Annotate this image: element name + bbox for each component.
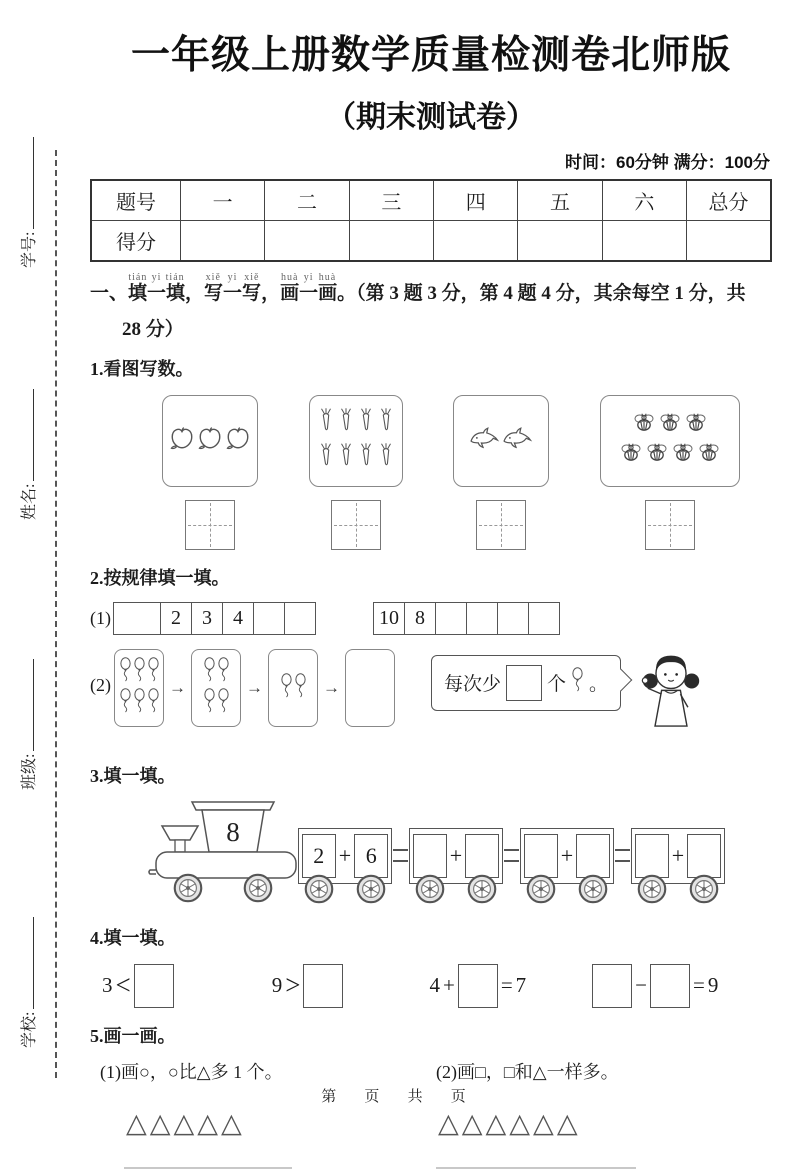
carrot-icon (357, 407, 375, 439)
equation-answer-box[interactable] (458, 964, 498, 1008)
q4-label: 4.填一填。 (90, 927, 176, 948)
train-wheel-icon (689, 874, 719, 909)
sequence-cell-blank[interactable] (113, 602, 161, 635)
icon-row (269, 673, 317, 703)
score-table (90, 179, 772, 262)
peach-icon (169, 425, 195, 456)
q2-label: 2.按规律填一填。 (90, 567, 230, 588)
q5-part2-label: (2)画□，□和△一样多。 (436, 1061, 619, 1082)
equation-token: 9 (707, 973, 719, 998)
train-wheel-icon (467, 874, 497, 909)
carrot-picture-box (309, 395, 403, 487)
icon-row (315, 442, 397, 474)
q1-item-carrot (309, 395, 403, 550)
q1-picture-row (162, 395, 740, 550)
score-cell[interactable] (687, 221, 771, 262)
plus-sign: + (560, 842, 574, 868)
section1-heading (90, 272, 772, 307)
train-coupler (393, 849, 408, 862)
bee-icon (619, 442, 643, 469)
carrot-icon (337, 442, 355, 474)
q2-part1 (90, 602, 772, 635)
bee-icon (697, 442, 721, 469)
q5-part2 (436, 1058, 772, 1169)
bee-picture-box (600, 395, 740, 487)
q2-part1-label: (1) (90, 607, 111, 628)
balloon-icon (119, 657, 132, 687)
page-footer: 第 页 共 页 (321, 1088, 472, 1105)
plus-sign: + (671, 842, 685, 868)
icon-row (606, 442, 734, 469)
sequence-cell-blank[interactable] (284, 602, 316, 635)
score-col-header: 四 (434, 180, 518, 221)
time-score-info: 时间：60分钟 满分：100分 (565, 153, 770, 172)
q1-label: 1.看图写数。 (90, 358, 194, 379)
balloon-icon (203, 657, 216, 687)
student-number-blank-line[interactable] (17, 137, 34, 229)
train-number-box: 2 (302, 834, 336, 878)
speech-bubble (431, 655, 621, 711)
heading-text: ， (261, 283, 281, 304)
q1-item-peach (162, 395, 258, 550)
q2-hint (431, 649, 709, 748)
carrot-icon (317, 407, 335, 439)
train-answer-box[interactable] (413, 834, 447, 878)
train-car-4 (631, 828, 725, 884)
equation-4 (592, 964, 718, 1008)
train-wheel-icon (415, 874, 445, 909)
field-school (16, 898, 39, 1048)
field-class (16, 640, 39, 790)
balloon-icon (119, 688, 132, 718)
equation-token: 3 (102, 973, 113, 998)
balloon-box-answer[interactable] (345, 649, 395, 727)
number-strip-1 (114, 602, 316, 635)
balloon-icon (147, 657, 160, 687)
equation-token: + (442, 973, 455, 998)
equation-3 (429, 964, 526, 1008)
equation-1 (102, 964, 174, 1008)
heading-text: ， (185, 283, 205, 304)
train-car-1 (298, 828, 392, 884)
balloon-icon (217, 688, 230, 718)
dolphin-picture-box (453, 395, 549, 487)
sequence-cell: 2 (160, 602, 192, 635)
icon-row (192, 657, 240, 687)
carrot-icon (377, 407, 395, 439)
carrot-icon (317, 442, 335, 474)
q2-part2 (90, 649, 772, 748)
icon-row (606, 412, 734, 439)
score-cell[interactable] (518, 221, 602, 262)
train-coupler (504, 849, 519, 862)
icon-row (115, 657, 163, 687)
arrow-right-icon: → (323, 677, 340, 697)
equation-token: > (285, 970, 301, 1001)
field-student-number (16, 118, 39, 268)
q5-part1-answer-line[interactable] (124, 1167, 292, 1169)
field-name-label: 姓名: (21, 483, 38, 520)
peach-icon (225, 425, 251, 456)
bee-icon (671, 442, 695, 469)
arrow-right-icon: → (169, 677, 186, 697)
equation-answer-box[interactable] (303, 964, 343, 1008)
sequence-cell-blank[interactable] (466, 602, 498, 635)
balloon-icon (203, 688, 216, 718)
train-wheel-icon (578, 874, 608, 909)
balloon-icon (133, 657, 146, 687)
sequence-cell: 4 (222, 602, 254, 635)
dolphin-icon (469, 427, 500, 455)
q2-part1-strips (114, 602, 560, 635)
icon-row (459, 427, 543, 455)
equation-token: 9 (271, 973, 283, 998)
heading-ruby: 画一画huà yi huà (280, 272, 338, 304)
q5-part1 (100, 1058, 436, 1169)
main-content (90, 0, 772, 1169)
train-cars (298, 828, 725, 884)
train-car-3 (520, 828, 614, 884)
heading-text: 。（第 3 题 3 分，第 4 题 4 分，其余每空 1 分，共 (337, 283, 746, 304)
heading-text: 一、 (90, 283, 129, 304)
q1-answer-square[interactable] (185, 500, 235, 550)
score-col-header: 三 (349, 180, 433, 221)
sequence-cell-blank[interactable] (528, 602, 560, 635)
bee-icon (658, 412, 682, 439)
name-blank-line[interactable] (17, 389, 34, 481)
plus-sign: + (338, 842, 352, 868)
q1-answer-square[interactable] (331, 500, 381, 550)
icon-row (315, 407, 397, 439)
sequence-cell: 8 (404, 602, 436, 635)
sequence-cell-blank[interactable] (253, 602, 285, 635)
bee-icon (632, 412, 656, 439)
equation-token: 7 (515, 973, 527, 998)
school-blank-line[interactable] (17, 917, 34, 1009)
arrow-right-icon: → (246, 677, 263, 697)
plus-sign: + (449, 842, 463, 868)
balloon-icon (217, 657, 230, 687)
heading-ruby: 写一写xiě yi xiě (204, 272, 262, 304)
sequence-cell: 10 (373, 602, 405, 635)
bubble-tail (610, 668, 633, 691)
balloon-icon (294, 673, 307, 703)
score-cell[interactable] (602, 221, 686, 262)
balloon-icon (147, 688, 160, 718)
train-answer-box[interactable] (524, 834, 558, 878)
bee-icon (684, 412, 708, 439)
balloon-icon (571, 667, 584, 698)
train-number-box: 6 (354, 834, 388, 878)
score-cell[interactable] (181, 221, 265, 262)
q1-answer-square[interactable] (476, 500, 526, 550)
score-col-header: 二 (265, 180, 349, 221)
score-row-label: 得分 (91, 221, 181, 262)
q5-label: 5.画一画。 (90, 1025, 176, 1046)
icon-row (115, 688, 163, 718)
equation-token: < (115, 970, 131, 1001)
equation-answer-box[interactable] (134, 964, 174, 1008)
equation-2 (272, 964, 344, 1008)
train-illustration (148, 794, 758, 910)
equation-token: 4 (429, 973, 440, 998)
class-blank-line[interactable] (17, 659, 34, 751)
field-name (16, 370, 39, 520)
score-col-header: 五 (518, 180, 602, 221)
carrot-icon (337, 407, 355, 439)
svg-text:8: 8 (226, 816, 240, 847)
balloon-box (191, 649, 241, 727)
carrot-icon (377, 442, 395, 474)
q5-part2-answer-line[interactable] (436, 1167, 636, 1169)
train-answer-box[interactable] (687, 834, 721, 878)
train-answer-box[interactable] (465, 834, 499, 878)
carrot-icon (357, 442, 375, 474)
equation-answer-box[interactable] (650, 964, 690, 1008)
train-engine (148, 794, 300, 917)
q2-part2-label: (2) (90, 674, 111, 695)
field-school-label: 学校: (21, 1011, 38, 1048)
q5-part1-triangles: △△△△△ (126, 1107, 245, 1139)
q1-item-bee (600, 395, 740, 550)
bee-icon (645, 442, 669, 469)
train-answer-box[interactable] (635, 834, 669, 878)
equation-token: = (500, 973, 513, 998)
field-student-number-label: 学号: (21, 231, 38, 268)
equation-answer-box[interactable] (592, 964, 632, 1008)
train-car-2 (409, 828, 503, 884)
score-table-corner: 题号 (91, 180, 181, 221)
sequence-cell-blank[interactable] (497, 602, 529, 635)
q3-label: 3.填一填。 (90, 765, 176, 786)
q1-answer-square[interactable] (645, 500, 695, 550)
score-col-header: 总分 (687, 180, 771, 221)
section1-heading-line2: 28 分） (122, 318, 184, 340)
train-wheel-icon (637, 874, 667, 909)
fold-dashed-line (55, 150, 57, 1078)
train-wheel-icon (356, 874, 386, 909)
balloon-box (114, 649, 164, 727)
heading-ruby: 填一填tián yi tián (128, 272, 186, 304)
balloon-box (268, 649, 318, 727)
sequence-cell-blank[interactable] (435, 602, 467, 635)
balloon-icon (280, 673, 293, 703)
equation-token: − (635, 973, 647, 998)
q5-part1-label: (1)画○，○比△多 1 个。 (100, 1061, 283, 1082)
balloon-icon (133, 688, 146, 718)
train-coupler (615, 849, 630, 862)
equation-token: = (693, 973, 705, 998)
q1-item-dolphin (453, 395, 549, 550)
q5-part2-triangles: △△△△△△ (438, 1107, 581, 1139)
icon-row (168, 425, 252, 456)
icon-row (192, 688, 240, 718)
bubble-answer-box[interactable] (506, 665, 542, 701)
paper-title: 一年级上册数学质量检测卷北师版 (130, 34, 731, 77)
train-wheel-icon (526, 874, 556, 909)
q2-balloon-sequence (114, 649, 395, 727)
paper-subtitle: （期末测试卷） (326, 101, 536, 134)
number-strip-2 (374, 602, 560, 635)
score-cell[interactable] (434, 221, 518, 262)
q4-equations-row (90, 964, 772, 1008)
dolphin-icon (502, 427, 533, 455)
bubble-text-punct: 。 (589, 674, 609, 696)
field-class-label: 班级: (21, 753, 38, 790)
bubble-text-suffix: 个 (547, 674, 567, 696)
girl-illustration (633, 649, 709, 748)
peach-icon (197, 425, 223, 456)
bubble-text-prefix: 每次少 (444, 674, 502, 696)
sequence-cell: 3 (191, 602, 223, 635)
train-wheel-icon (304, 874, 334, 909)
q5-parts-row (90, 1058, 772, 1169)
score-cell[interactable] (265, 221, 349, 262)
train-answer-box[interactable] (576, 834, 610, 878)
score-cell[interactable] (349, 221, 433, 262)
score-col-header: 六 (602, 180, 686, 221)
score-col-header: 一 (181, 180, 265, 221)
peach-picture-box (162, 395, 258, 487)
